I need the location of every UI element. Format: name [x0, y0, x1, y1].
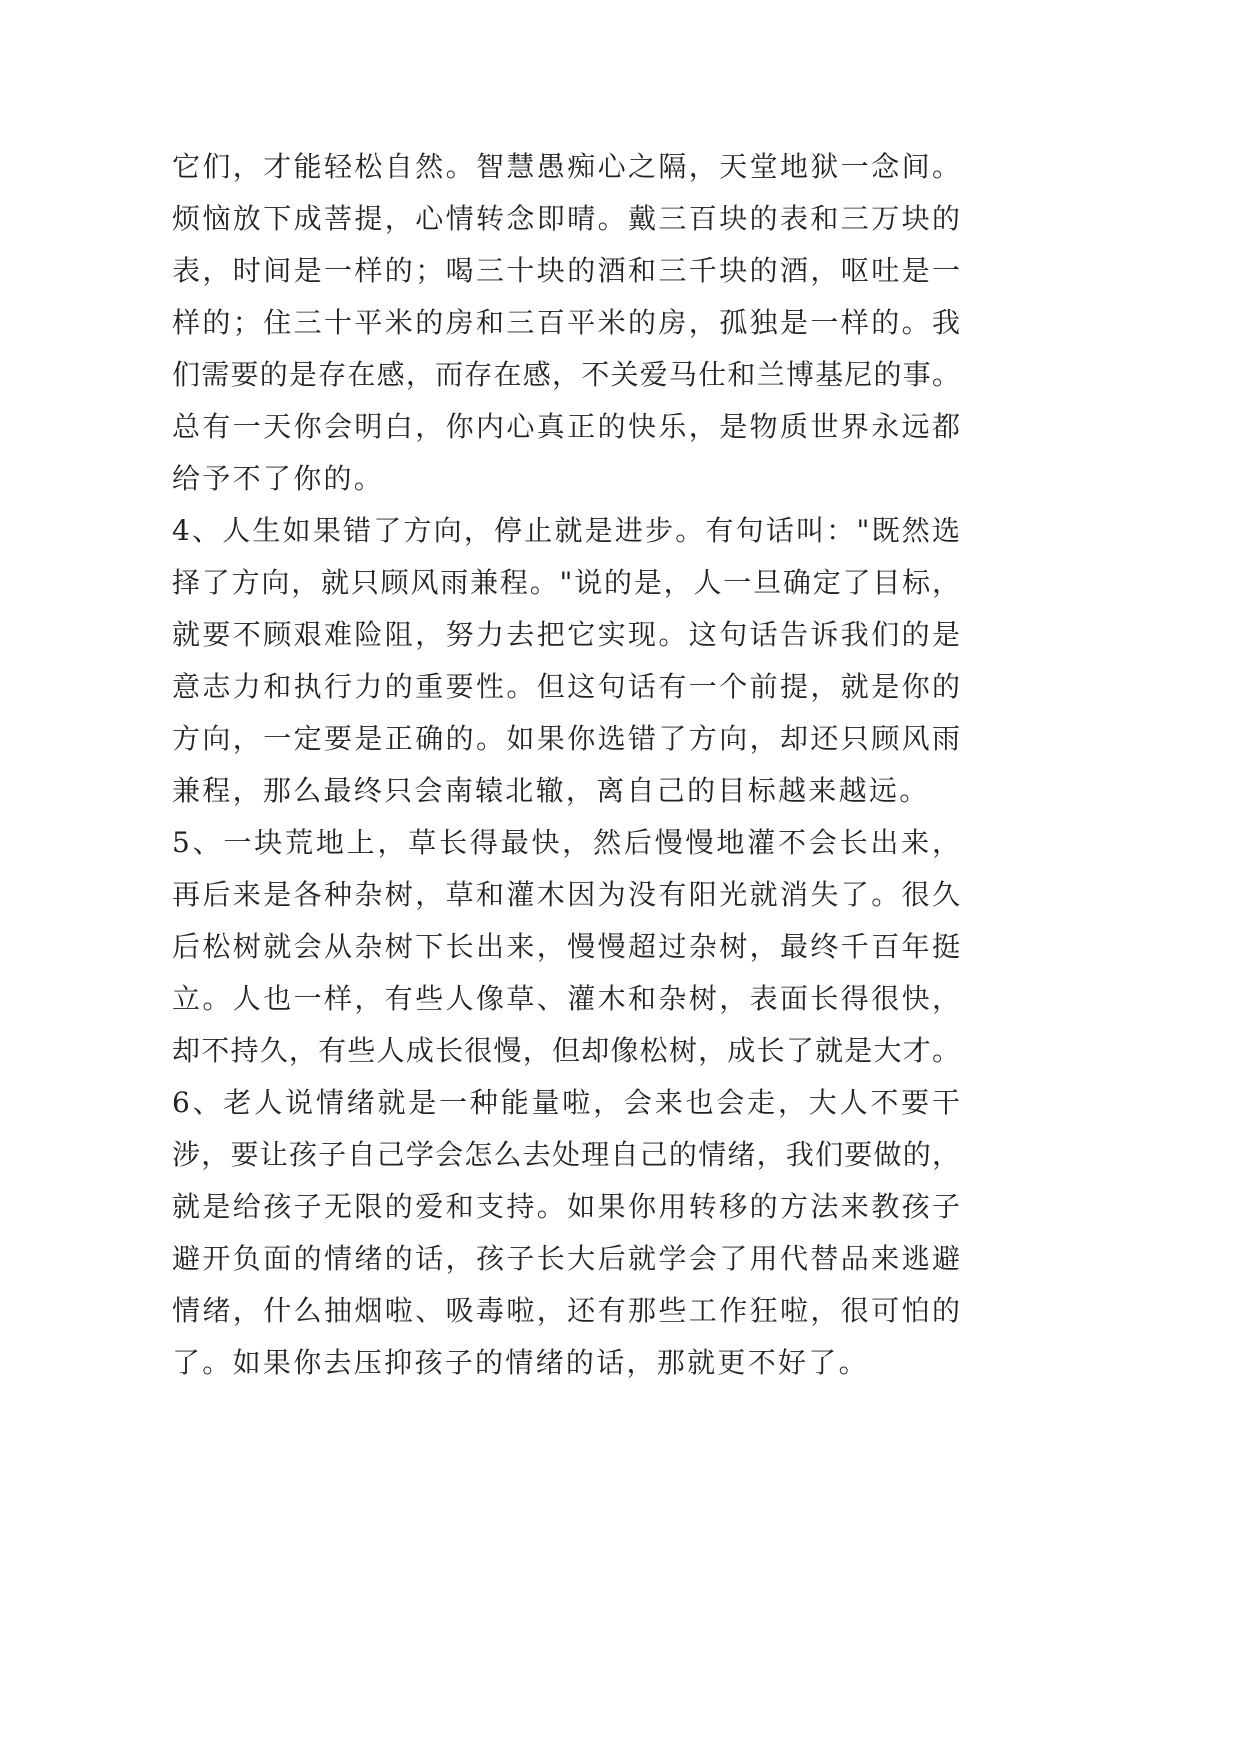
text-line: 涉，要让孩子自己学会怎么去处理自己的情绪，我们要做的， — [172, 1138, 960, 1171]
text-line: 了。如果你去压抑孩子的情绪的话，那就更不好了。 — [172, 1346, 869, 1379]
text-line: 4、人生如果错了方向，停止就是进步。有句话叫："既然选 — [172, 514, 960, 547]
document-body — [172, 141, 960, 1389]
paragraph-item-5 — [172, 817, 960, 1077]
text-line: 却不持久，有些人成长很慢，但却像松树，成长了就是大才。 — [172, 1034, 960, 1067]
text-line: 择了方向，就只顾风雨兼程。"说的是，人一旦确定了目标， — [172, 566, 960, 599]
paragraph-item-4 — [172, 505, 960, 817]
text-line: 方向，一定要是正确的。如果你选错了方向，却还只顾风雨 — [172, 722, 960, 755]
text-line: 情绪，什么抽烟啦、吸毒啦，还有那些工作狂啦，很可怕的 — [172, 1294, 960, 1327]
text-line: 就要不顾艰难险阻，努力去把它实现。这句话告诉我们的是 — [172, 618, 960, 651]
text-line: 们需要的是存在感，而存在感，不关爱马仕和兰博基尼的事。 — [172, 358, 960, 391]
text-line: 立。人也一样，有些人像草、灌木和杂树，表面长得很快， — [172, 982, 960, 1015]
text-line: 避开负面的情绪的话，孩子长大后就学会了用代替品来逃避 — [172, 1242, 960, 1275]
text-line: 6、老人说情绪就是一种能量啦，会来也会走，大人不要干 — [172, 1086, 960, 1119]
text-line: 总有一天你会明白，你内心真正的快乐，是物质世界永远都 — [172, 410, 960, 443]
text-line: 意志力和执行力的重要性。但这句话有一个前提，就是你的 — [172, 670, 960, 703]
paragraph-continued — [172, 141, 960, 505]
text-line: 再后来是各种杂树，草和灌木因为没有阳光就消失了。很久 — [172, 878, 960, 911]
text-line: 它们，才能轻松自然。智慧愚痴心之隔，天堂地狱一念间。 — [172, 150, 960, 183]
text-line: 给予不了你的。 — [172, 462, 385, 495]
text-line: 样的；住三十平米的房和三百平米的房，孤独是一样的。我 — [172, 306, 960, 339]
text-line: 表，时间是一样的；喝三十块的酒和三千块的酒，呕吐是一 — [172, 254, 960, 287]
text-line: 就是给孩子无限的爱和支持。如果你用转移的方法来教孩子 — [172, 1190, 960, 1223]
text-line: 5、一块荒地上，草长得最快，然后慢慢地灌不会长出来， — [172, 826, 960, 859]
text-line: 烦恼放下成菩提，心情转念即晴。戴三百块的表和三万块的 — [172, 202, 960, 235]
text-line: 兼程，那么最终只会南辕北辙，离自己的目标越来越远。 — [172, 774, 930, 807]
paragraph-item-6 — [172, 1077, 960, 1389]
text-line: 后松树就会从杂树下长出来，慢慢超过杂树，最终千百年挺 — [172, 930, 960, 963]
